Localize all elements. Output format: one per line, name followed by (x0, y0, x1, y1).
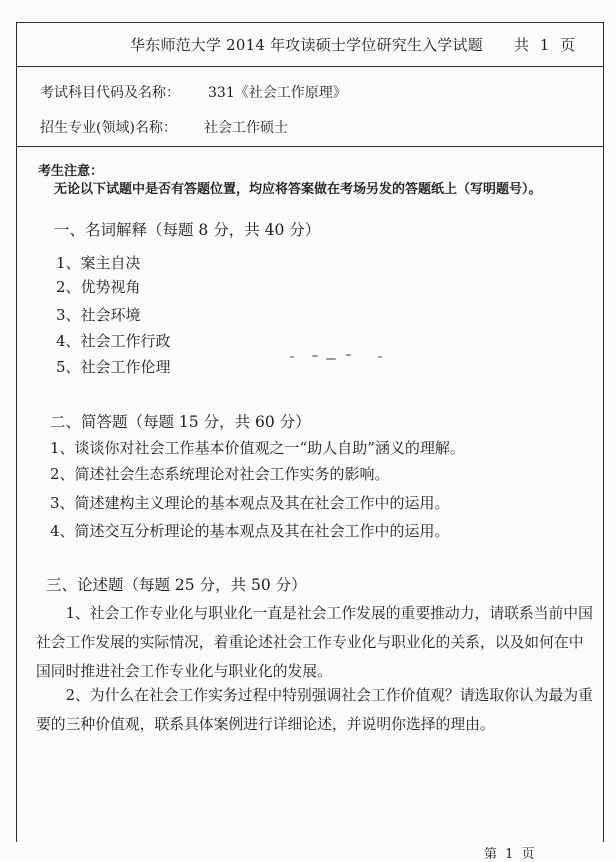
major-value: 社会工作硕士 (204, 120, 288, 136)
notice-heading: 考生注意： (38, 164, 104, 179)
scan-speck (346, 354, 351, 356)
section-3-title: 三、论述题（每题 25 分，共 50 分） (46, 576, 307, 594)
term-item: 4、社会工作行政 (56, 332, 171, 350)
scan-speck (326, 358, 336, 360)
total-pages: 共 1 页 (514, 36, 576, 54)
subject-value: 331《社会工作原理》 (208, 85, 347, 101)
notice-text: 无论以下试题中是否有答题位置，均应将答案做在考场另发的答题纸上（写明题号）。 (54, 182, 542, 197)
question-item: 2、简述社会生态系统理论对社会工作实务的影响。 (50, 465, 390, 483)
page-number: 第 1 页 (484, 847, 535, 862)
major-label: 招生专业(领域)名称： (40, 120, 177, 136)
info-divider (16, 146, 604, 147)
scan-speck (312, 355, 318, 357)
section-2-title: 二、简答题（每题 15 分，共 60 分） (50, 413, 311, 431)
scan-speck (378, 356, 382, 358)
term-item: 3、社会环境 (56, 306, 141, 324)
term-item: 1、案主自决 (56, 254, 141, 272)
exam-title: 华东师范大学 2014 年攻读硕士学位研究生入学试题 (130, 36, 483, 54)
essay-question: 1、社会工作专业化与职业化一直是社会工作发展的重要推动力，请联系当前中国社会工作发展的实际情况，着重论述社会工作专业化与职业化的关系，以及如何在中国同时推进社会工作专业化与职业化的发展。 (36, 605, 593, 680)
question-item: 4、简述交互分析理论的基本观点及其在社会工作中的运用。 (50, 522, 450, 540)
header-divider (16, 66, 604, 67)
subject-label: 考试科目代码及名称： (40, 85, 180, 101)
scan-speck (290, 356, 294, 358)
section-1-title: 一、名词解释（每题 8 分，共 40 分） (54, 221, 321, 239)
question-item: 1、谈谈你对社会工作基本价值观之一“助人自助”涵义的理解。 (50, 439, 465, 457)
term-item: 5、社会工作伦理 (56, 358, 171, 376)
term-item: 2、优势视角 (56, 278, 141, 296)
question-item: 3、简述建构主义理论的基本观点及其在社会工作中的运用。 (50, 494, 450, 512)
essay-question: 2、为什么在社会工作实务过程中特别强调社会工作价值观？请选取你认为最为重要的三种价值观，联系具体案例进行详细论述，并说明你选择的理由。 (36, 687, 593, 733)
